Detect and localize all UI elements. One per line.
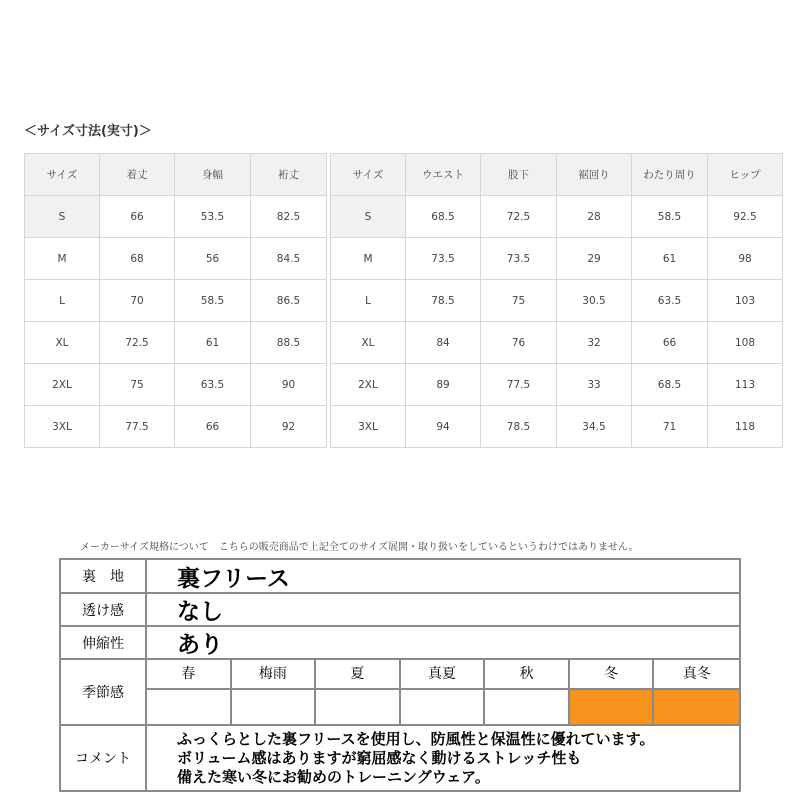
measure-cell: 73.5 [406,238,481,280]
measure-cell: 30.5 [557,280,632,322]
bottom-table-header-cell: ウエスト [406,154,481,196]
measure-cell: 70 [100,280,175,322]
size-cell: S [25,196,100,238]
measure-cell: 103 [708,280,783,322]
season-name: 夏 [316,658,401,690]
season-name: 冬 [570,658,655,690]
measure-cell: 63.5 [632,280,708,322]
bottom-table-header-cell: 股下 [481,154,557,196]
measure-cell: 92 [251,406,327,448]
size-cell: XL [331,322,406,364]
size-note: メーカーサイズ規格について こちらの販売商品で上記全てのサイズ展開・取り扱いをしているというわけではありません。 [80,542,639,553]
measure-cell: 90 [251,364,327,406]
bottom-table-header-cell: サイズ [331,154,406,196]
measure-cell: 72.5 [481,196,557,238]
measure-cell: 92.5 [708,196,783,238]
measure-cell: 108 [708,322,783,364]
measure-cell: 75 [100,364,175,406]
measure-cell: 78.5 [406,280,481,322]
lining-value: 裏フリース [177,565,290,592]
table-row [25,406,327,448]
stretch-label: 伸縮性 [61,627,147,658]
season-mark [570,690,655,724]
comment-text [147,724,739,790]
comment-label: コメント [61,726,147,790]
size-cell: XL [25,322,100,364]
top-table-header-cell: サイズ [25,154,100,196]
size-cell: 3XL [25,406,100,448]
measure-cell: 89 [406,364,481,406]
measure-cell: 66 [100,196,175,238]
size-cell: M [25,238,100,280]
table-row [25,238,327,280]
bottom-table-header-cell: ヒップ [708,154,783,196]
measure-cell: 86.5 [251,280,327,322]
table-row [25,322,327,364]
spec-table [59,558,741,792]
season-mark [485,690,570,724]
table-row [25,364,327,406]
size-cell: M [331,238,406,280]
measure-cell: 78.5 [481,406,557,448]
lining-label: 裏 地 [61,560,147,592]
season-name: 真冬 [654,658,739,690]
season-name: 春 [147,658,232,690]
season-mark [147,690,232,724]
measure-cell: 34.5 [557,406,632,448]
measure-cell: 76 [481,322,557,364]
measure-cell: 113 [708,364,783,406]
size-cell: L [331,280,406,322]
size-cell: S [331,196,406,238]
top-table-header-cell: 着丈 [100,154,175,196]
bottom-table-header-cell: わたり周り [632,154,708,196]
measure-cell: 77.5 [100,406,175,448]
top-table-header-cell: 裄丈 [251,154,327,196]
bottom-table-header-cell: 裾回り [557,154,632,196]
table-row [331,280,783,322]
top-table-header-cell: 身幅 [175,154,251,196]
season-mark [401,690,486,724]
measure-cell: 72.5 [100,322,175,364]
measure-cell: 88.5 [251,322,327,364]
measure-cell: 53.5 [175,196,251,238]
table-row [331,196,783,238]
sheer-value: なし [177,599,223,625]
season-mark [316,690,401,724]
measure-cell: 73.5 [481,238,557,280]
measure-cell: 63.5 [175,364,251,406]
measure-cell: 33 [557,364,632,406]
table-row [331,322,783,364]
stretch-value: あり [177,632,223,658]
measure-cell: 32 [557,322,632,364]
measure-cell: 98 [708,238,783,280]
size-cell: 2XL [25,364,100,406]
section-title: ＜サイズ寸法(実寸)＞ [24,124,152,139]
measure-cell: 75 [481,280,557,322]
measure-cell: 66 [175,406,251,448]
size-cell: 2XL [331,364,406,406]
table-row [25,196,327,238]
measure-cell: 94 [406,406,481,448]
comment-line: 備えた寒い冬にお勧めのトレーニングウェア。 [177,768,490,786]
bottom-size-table [330,153,783,448]
measure-cell: 68.5 [632,364,708,406]
measure-cell: 56 [175,238,251,280]
season-grid [147,658,739,724]
measure-cell: 61 [175,322,251,364]
measure-cell: 66 [632,322,708,364]
measure-cell: 71 [632,406,708,448]
measure-cell: 68.5 [406,196,481,238]
table-row [331,406,783,448]
comment-line: ボリューム感はありますが窮屈感なく動けるストレッチ性も [177,749,582,767]
comment-line: ふっくらとした裏フリースを使用し、防風性と保温性に優れています。 [177,730,655,748]
season-name: 秋 [485,658,570,690]
season-mark [654,690,739,724]
season-label: 季節感 [61,660,147,724]
sheer-label: 透け感 [61,594,147,625]
size-cell: L [25,280,100,322]
top-size-table [24,153,327,448]
measure-cell: 84.5 [251,238,327,280]
measure-cell: 77.5 [481,364,557,406]
measure-cell: 82.5 [251,196,327,238]
table-row [331,238,783,280]
season-mark [232,690,317,724]
measure-cell: 58.5 [175,280,251,322]
table-row [25,280,327,322]
measure-cell: 118 [708,406,783,448]
bottom-table-header-row [331,154,783,196]
size-cell: 3XL [331,406,406,448]
table-row [331,364,783,406]
measure-cell: 58.5 [632,196,708,238]
measure-cell: 28 [557,196,632,238]
season-name: 真夏 [401,658,486,690]
measure-cell: 84 [406,322,481,364]
top-table-header-row [25,154,327,196]
measure-cell: 29 [557,238,632,280]
season-name: 梅雨 [232,658,317,690]
measure-cell: 61 [632,238,708,280]
measure-cell: 68 [100,238,175,280]
